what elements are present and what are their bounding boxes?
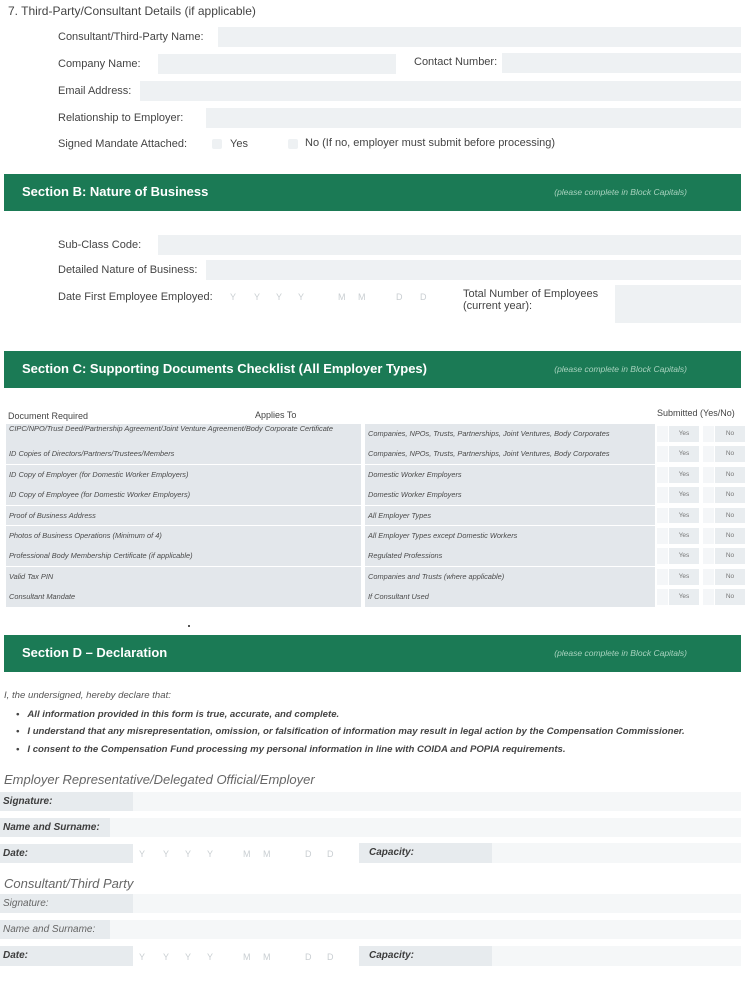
mandate-no-label: No (If no, employer must submit before processing) [305,137,556,149]
document-required-cell: Professional Body Membership Certificate (if applicable) [6,546,361,566]
date-char: M [338,292,346,302]
document-required-cell: ID Copy of Employer (for Domestic Worker Employers) [6,465,361,485]
documents-table [6,424,746,610]
email-field[interactable] [140,81,741,101]
consultant-date-label: Date: [0,946,133,966]
dot-marker [188,625,190,627]
submitted-yes-checkbox[interactable] [657,446,668,462]
document-required-cell: ID Copy of Employee (for Domestic Worker Employers) [6,485,361,505]
declaration-bullet-text: I understand that any misrepresentation, omission, or falsification of information may result in legal action by the Compensation Commissioner. [27,726,685,737]
applies-to-cell: All Employer Types [365,506,655,526]
submitted-yes-checkbox[interactable] [657,589,668,605]
date-char: Y [139,952,146,962]
date-char: Y [230,292,237,302]
submitted-yes-label: Yes [669,446,699,462]
submitted-no-checkbox[interactable] [703,467,714,483]
submitted-yes-checkbox[interactable] [657,508,668,524]
document-required-cell: ID Copies of Directors/Partners/Trustees/Members [6,444,361,464]
document-required-cell: Photos of Business Operations (Minimum of 4) [6,526,361,546]
submitted-no-checkbox[interactable] [703,548,714,564]
employer-date-field[interactable] [133,844,347,863]
declaration-intro: I, the undersigned, hereby declare that: [4,690,171,701]
applies-to-cell: Regulated Professions [365,546,655,566]
applies-to-cell: Domestic Worker Employers [365,485,655,505]
date-char: Y [163,849,170,859]
applies-to-cell: Companies and Trusts (where applicable) [365,567,655,587]
employer-name-label: Name and Surname: [0,818,110,837]
declaration-bullet: • I consent to the Compensation Fund processing my personal information in line with COIDA and POPIA requirements. [16,744,566,755]
date-char: Y [254,292,261,302]
nature-label: Detailed Nature of Business: [58,264,198,276]
submitted-yes-label: Yes [669,528,699,544]
date-char: D [420,292,427,302]
applies-to-cell: Companies, NPOs, Trusts, Partnerships, Joint Ventures, Body Corporates [365,424,655,444]
consultant-name-label: Consultant/Third-Party Name: [58,31,204,43]
contact-number-label: Contact Number: [414,56,498,68]
table-row [6,444,746,464]
submitted-no-label: No [715,487,745,503]
applies-to-cell: If Consultant Used [365,587,655,607]
date-char: Y [185,849,192,859]
consultant-signature-field[interactable] [133,894,741,913]
table-row [6,546,746,566]
total-employees-label [463,288,598,312]
date-char: Y [207,952,214,962]
date-char: D [327,952,334,962]
consultant-name-field2[interactable] [110,920,741,939]
applies-to-cell: Companies, NPOs, Trusts, Partnerships, Joint Ventures, Body Corporates [365,444,655,464]
declaration-bullet: • All information provided in this form is true, accurate, and complete. [16,709,340,720]
section-b-header [4,174,741,211]
document-required-cell: Valid Tax PIN [6,567,361,587]
consultant-capacity-field[interactable] [492,946,741,966]
submitted-no-label: No [715,426,745,442]
date-char: M [358,292,366,302]
mandate-label: Signed Mandate Attached: [58,138,188,150]
consultant-capacity-label: Capacity: [359,946,492,966]
date-char: M [263,849,271,859]
date-char: Y [163,952,170,962]
submitted-yes-label: Yes [669,508,699,524]
consultant-signoff-heading: Consultant/Third Party [4,876,134,891]
employer-date-label: Date: [0,844,133,863]
date-char: M [263,952,271,962]
section-d-subtitle: (please complete in Block Capitals) [554,648,687,658]
section-c-header [4,351,741,388]
company-name-label: Company Name: [58,58,141,70]
date-char: Y [207,849,214,859]
first-employee-date-field[interactable] [224,286,440,306]
subclass-label: Sub-Class Code: [58,239,142,251]
submitted-yes-checkbox[interactable] [657,569,668,585]
relationship-label: Relationship to Employer: [58,112,184,124]
employer-name-field[interactable] [110,818,741,837]
applies-to-cell: All Employer Types except Domestic Workers [365,526,655,546]
submitted-yes-label: Yes [669,589,699,605]
section-d-header [4,635,741,672]
total-employees-field[interactable] [615,285,741,323]
date-char: M [243,849,251,859]
table-row [6,526,746,546]
submitted-no-label: No [715,528,745,544]
table-row [6,587,746,607]
consultant-date-field[interactable] [133,946,347,966]
submitted-no-checkbox[interactable] [703,426,714,442]
submitted-no-label: No [715,508,745,524]
date-char: Y [139,849,146,859]
submitted-no-checkbox[interactable] [703,569,714,585]
submitted-yes-checkbox[interactable] [657,548,668,564]
company-name-field[interactable] [158,54,396,74]
section-c-subtitle: (please complete in Block Capitals) [554,364,687,374]
mandate-no-checkbox[interactable] [288,139,298,149]
submitted-no-checkbox[interactable] [703,528,714,544]
section-7-title: 7. Third-Party/Consultant Details (if applicable) [8,4,256,18]
date-char: D [327,849,334,859]
section-b-subtitle: (please complete in Block Capitals) [554,187,687,197]
col-applies-header: Applies To [255,410,297,420]
submitted-no-checkbox[interactable] [703,446,714,462]
table-row [6,424,746,444]
relationship-field[interactable] [206,108,741,128]
date-char: Y [185,952,192,962]
mandate-yes-checkbox[interactable] [212,139,222,149]
date-char: D [396,292,403,302]
employer-capacity-label: Capacity: [359,843,492,863]
submitted-no-label: No [715,589,745,605]
declaration-bullet: • I understand that any misrepresentation, omission, or falsification of information may result in legal action by the Compensation Commissioner. [16,726,685,737]
first-employee-date-label: Date First Employee Employed: [58,291,213,303]
employer-capacity-field[interactable] [492,843,741,863]
submitted-yes-label: Yes [669,548,699,564]
submitted-yes-checkbox[interactable] [657,487,668,503]
submitted-no-label: No [715,569,745,585]
col-submitted-header: Submitted (Yes/No) [657,408,735,418]
submitted-yes-checkbox[interactable] [657,467,668,483]
document-required-cell: CIPC/NPO/Trust Deed/Partnership Agreement/Joint Venture Agreement/Body Corporate Certificate [6,424,361,444]
date-char: Y [298,292,305,302]
document-required-cell: Proof of Business Address [6,506,361,526]
subclass-field[interactable] [158,235,741,255]
submitted-no-label: No [715,548,745,564]
section-d-title: Section D – Declaration [22,645,168,660]
table-row [6,485,746,505]
submitted-yes-label: Yes [669,426,699,442]
submitted-no-label: No [715,467,745,483]
consultant-name-field[interactable] [218,27,741,47]
applies-to-cell: Domestic Worker Employers [365,465,655,485]
table-row [6,567,746,587]
submitted-yes-checkbox[interactable] [657,426,668,442]
submitted-no-checkbox[interactable] [703,508,714,524]
declaration-bullet-text: I consent to the Compensation Fund processing my personal information in line with COIDA and POPIA requirements. [27,744,566,755]
employer-signoff-heading: Employer Representative/Delegated Official/Employer [4,772,315,787]
total-employees-label-line2: (current year): [463,300,533,312]
section-b-title: Section B: Nature of Business [22,184,209,199]
employer-signature-field[interactable] [133,792,741,811]
section-c-title: Section C: Supporting Documents Checklist (All Employer Types) [22,361,427,376]
submitted-no-label: No [715,446,745,462]
submitted-yes-label: Yes [669,569,699,585]
submitted-yes-checkbox[interactable] [657,528,668,544]
document-required-cell: Consultant Mandate [6,587,361,607]
table-row [6,465,746,485]
col-document-header: Document Required [8,411,89,421]
date-char: Y [276,292,283,302]
table-row [6,506,746,526]
submitted-yes-label: Yes [669,487,699,503]
mandate-yes-label: Yes [230,138,248,150]
declaration-bullet-text: All information provided in this form is true, accurate, and complete. [27,709,340,720]
submitted-no-checkbox[interactable] [703,589,714,605]
total-employees-label-line1: Total Number of Employees [463,288,599,300]
date-char: D [305,849,312,859]
employer-signature-label: Signature: [0,792,133,811]
consultant-name-label: Name and Surname: [0,920,110,939]
submitted-yes-label: Yes [669,467,699,483]
contact-number-field[interactable] [502,53,741,73]
date-char: D [305,952,312,962]
email-label: Email Address: [58,85,132,97]
nature-field[interactable] [206,260,741,280]
consultant-signature-label: Signature: [0,894,133,913]
date-char: M [243,952,251,962]
submitted-no-checkbox[interactable] [703,487,714,503]
